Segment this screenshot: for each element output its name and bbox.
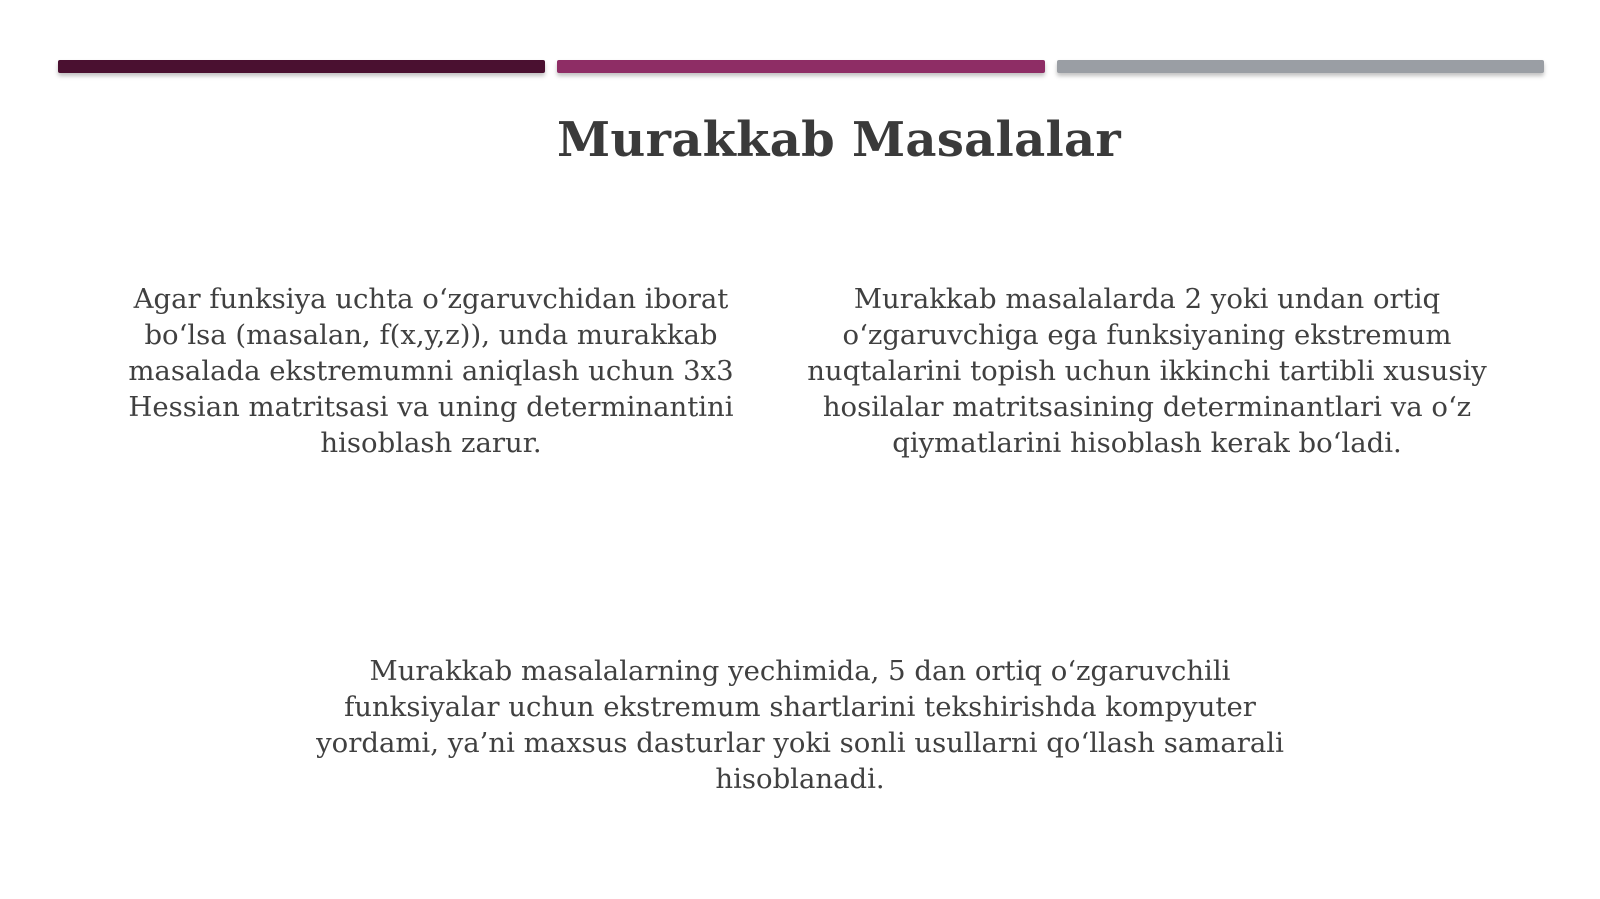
- accent-bar-gray: [1057, 60, 1544, 73]
- slide-title: Murakkab Masalalar: [556, 112, 1122, 168]
- paragraph-left: Agar funksiya uchta o‘zgaruvchidan iborat bo‘lsa (masalan, f(x,y,z)), unda murakkab masalada ekstremumni aniqlash uchun 3x3 Hessian matritsasi va uning determinantini hisoblash zarur.: [128, 283, 734, 459]
- paragraph-right: Murakkab masalalarda 2 yoki undan ortiq o‘zgaruvchiga ega funksiyaning ekstremum nuqtalarini topish uchun ikkinchi tartibli xususiy hosilalar matritsasining determinantlari va o‘z qiymatlarini hisoblash kerak bo‘ladi.: [807, 283, 1487, 459]
- accent-bar-magenta: [557, 60, 1045, 73]
- accent-bar-dark-plum: [58, 60, 545, 73]
- paragraph-bottom: Murakkab masalalarning yechimida, 5 dan ortiq o‘zgaruvchili funksiyalar uchun ekstremum shartlarini tekshirishda kompyuter yordami, ya’ni maxsus dasturlar yoki sonli usullarni qo‘llash samarali hisoblanadi.: [316, 655, 1284, 795]
